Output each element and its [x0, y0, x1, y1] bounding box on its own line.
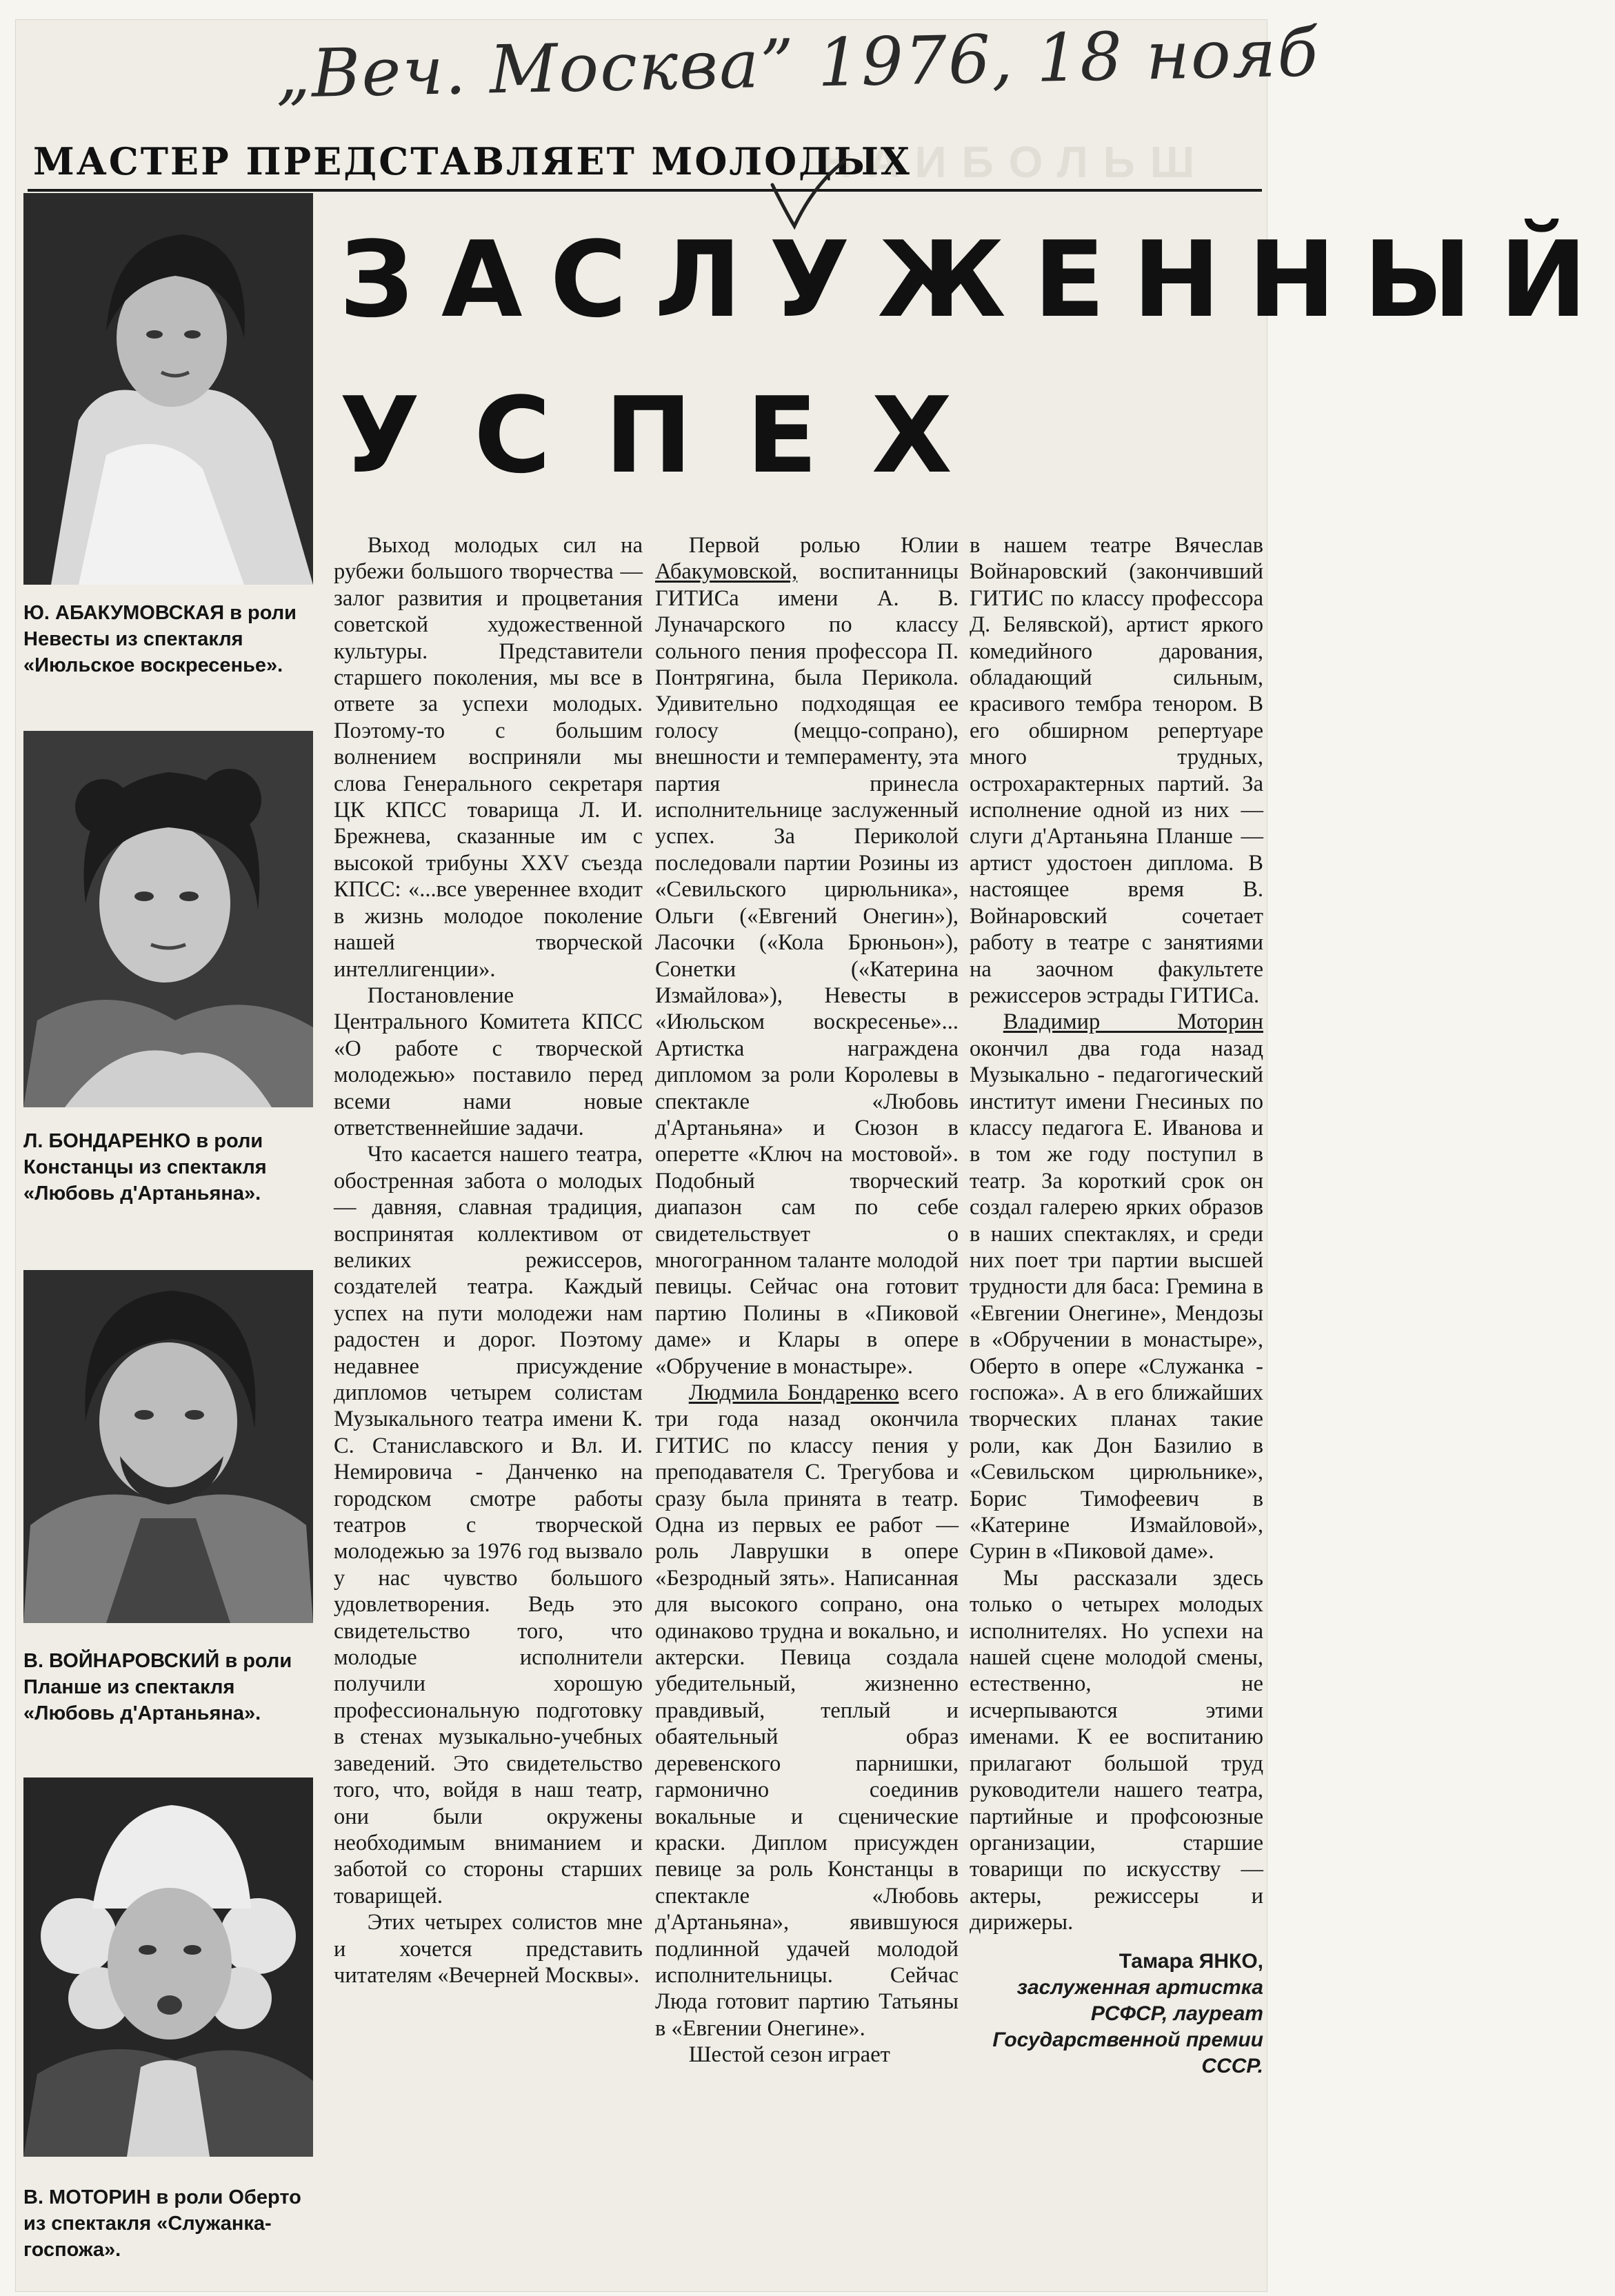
photo-voynarovsky: [23, 1270, 313, 1623]
handwritten-source-note: „Веч. Москва” 1976, 18 нояб: [274, 14, 1320, 113]
caption-bondarenko: [23, 1128, 320, 1207]
author-title: заслуженная артистка РСФСР, лауреат Государственной премии СССР.: [992, 1975, 1263, 2077]
headline-line-1: ЗАСЛУЖЕННЫЙ: [339, 219, 1615, 341]
paragraph: [655, 532, 959, 1380]
section-kicker: МАСТЕР ПРЕДСТАВЛЯЕТ МОЛОДЫХ: [33, 139, 912, 183]
caption-name: В. ВОЙНАРОВСКИЙ: [23, 1650, 220, 1672]
caption-voynarovsky: [23, 1648, 320, 1726]
article-column-1: [334, 532, 643, 1988]
photo-bondarenko: [23, 731, 313, 1107]
paragraph: Шестой сезон играет: [688, 2042, 890, 2068]
caption-role: в роли Планше из спектакля «Любовь д'Артаньяна».: [23, 1650, 292, 1724]
underlined-name: Владимир Моторин: [1003, 1009, 1263, 1035]
caption-name: Л. БОНДАРЕНКО: [23, 1130, 191, 1152]
paragraph: Выход молодых сил на рубежи большого творчества — залог развития и процветания советской художественной культуры. Представители старшего поколения, мы все в ответе за успехи молодых. Поэтому-то с большим волнением восприняли мы слова Генерального секретаря ЦК КПСС товарища Л. И. Брежнева, сказанные им с высокой трибуны XXV съезда КПСС: «...все увереннее входит в жизнь молодое поколение нашей творческой интеллигенции».: [334, 533, 643, 982]
underlined-name: Людмила Бондаренко: [688, 1380, 899, 1405]
caption-abakumovskaya: [23, 600, 320, 678]
photo-abakumovskaya: [23, 193, 313, 585]
photo-motorin: [23, 1778, 313, 2157]
paragraph: Мы рассказали здесь только о четырех молодых исполнителях. Но успехи на нашей сцене молодой смены, естественно, не исчерпываются этими именами. К ее воспитанию прилагают большой труд руководители нашего театра, партийные и профсоюзные организации, старшие товарищи по искусству — актеры, режиссеры и дирижеры.: [970, 1565, 1263, 1935]
article-column-3: [970, 532, 1263, 2080]
underlined-name: Абакумовской,: [655, 559, 798, 585]
paragraph: [655, 1380, 959, 2042]
paragraph: [970, 1009, 1263, 1565]
paragraph: Этих четырех солистов мне и хочется представить читателям «Вечерней Москвы».: [334, 1910, 643, 1988]
caption-name: Ю. АБАКУМОВСКАЯ: [23, 602, 225, 624]
paragraph: в нашем театре Вячеслав Войнаровский (закончивший ГИТИС по классу профессора Д. Белявской), артист яркого комедийного дарования, обладающий сильным, красивого тембра тенором. В его обширном репертуаре много трудных, острохарактерных партий. За исполнение одной из них — слуги д'Артаньяна Планше — артист удостоен диплома. В настоящее время В. Войнаровский сочетает работу в театре с занятиями на заочном факультете режиссеров эстрады ГИТИСа.: [970, 533, 1263, 1008]
text: воспитанницы ГИТИСа имени А. В. Луначарского по классу сольного пения профессора П. Понтрягина, была Перикола. Удивительно подходящая ее голосу (меццо-сопрано), внешности и темпераменту, эта партия принесла исполнительнице заслуженный успех. За Периколой последовали партии Розины из «Севильского цирюльника», Ольги («Евгений Онегин»), Ласочки («Кола Брюньон»), Сонетки («Катерина Измайлова»), Невесты в «Июльском воскресенье»... Артистка награждена дипломом за роли Королевы в спектакле «Любовь д'Артаньяна» и Сюзон в оперетте «Ключ на мостовой». Подобный творческий диапазон сам по себе свидетельствует о многогранном таланте молодой певицы. Сейчас она готовит партию Полины в «Пиковой даме» и Клары в опере «Обручение в монастыре».: [655, 559, 959, 1379]
text: Первой ролью Юлии: [688, 533, 959, 558]
bleed-through-text: НАИБОЛЬШ: [821, 137, 1210, 187]
paragraph: Что касается нашего театра, обостренная забота о молодых — давняя, славная традиция, воспринятая коллективом от великих режиссеров, создателей театра. Каждый успех на пути молодежи нам радостен и дорог. Поэтому недавнее присуждение дипломов четырем солистам Музыкального театра имени К. С. Станиславского и Вл. И. Немировича - Данченко на городском смотре работы театров с творческой молодежью за 1976 год вызвало у нас чувство большого удовлетворения. Ведь это свидетельство того, что молодые исполнители получили хорошую профессиональную подготовку в стенах музыкально-учебных заведений. Это свидетельство того, что, войдя в наш театр, они были окружены необходимым вниманием и заботой со стороны старших товарищей.: [334, 1142, 643, 1909]
caption-role: в роли Невесты из спектакля «Июльское воскресенье».: [23, 602, 297, 676]
article-column-2: [655, 532, 959, 2068]
text: окончил два года назад Музыкально - педагогический институт имени Гнесиных по классу педагога Е. Иванова и в том же году поступил в театр. За короткий срок он создал галерею ярких образов в наших спектаклях, и среди них поет три партии высшей трудности для баса: Гремина в «Евгении Онегине», Мендозы в «Обручении в монастыре», Оберто в опере «Служанка - госпожа». А в его ближайших творческих планах такие роли, как Дон Базилио в «Севильском цирюльнике», Борис Тимофеевич в «Катерине Измайловой», Сурин в «Пиковой даме».: [970, 1036, 1263, 1564]
text: всего три года назад окончила ГИТИС по классу пения у преподавателя С. Трегубова и сразу была принята в театр. Одна из первых ее работ — роль Лаврушки в опере «Безродный зять». Написанная для высокого сопрано, она одинаково трудна и вокально, и актерски. Певица создала убедительный, жизненно правдивый, теплый и обаятельный образ деревенского парнишки, гармонично соединив вокальные и сценические краски. Диплом присужден певице за роль Констанцы в спектакле «Любовь д'Артаньяна», явившуюся подлинной удачей молодой исполнительницы. Сейчас Люда готовит партию Татьяны в «Евгении Онегине».: [655, 1380, 959, 2041]
author-name: Тамара ЯНКО,: [1119, 1949, 1263, 1973]
author-signature: [970, 1948, 1263, 2080]
caption-role: в роли Оберто из спектакля «Служанка-госпожа».: [23, 2186, 301, 2261]
caption-role: в роли Констанцы из спектакля «Любовь д'Артаньяна».: [23, 1130, 267, 1205]
headline-line-2: УСПЕХ: [339, 374, 1006, 496]
header-rule: [28, 189, 1262, 192]
caption-motorin: [23, 2184, 320, 2263]
caption-name: В. МОТОРИН: [23, 2186, 151, 2208]
paragraph: Постановление Центрального Комитета КПСС «О работе с творческой молодежью» поставило перед всеми нами новые ответственнейшие задачи.: [334, 983, 643, 1140]
